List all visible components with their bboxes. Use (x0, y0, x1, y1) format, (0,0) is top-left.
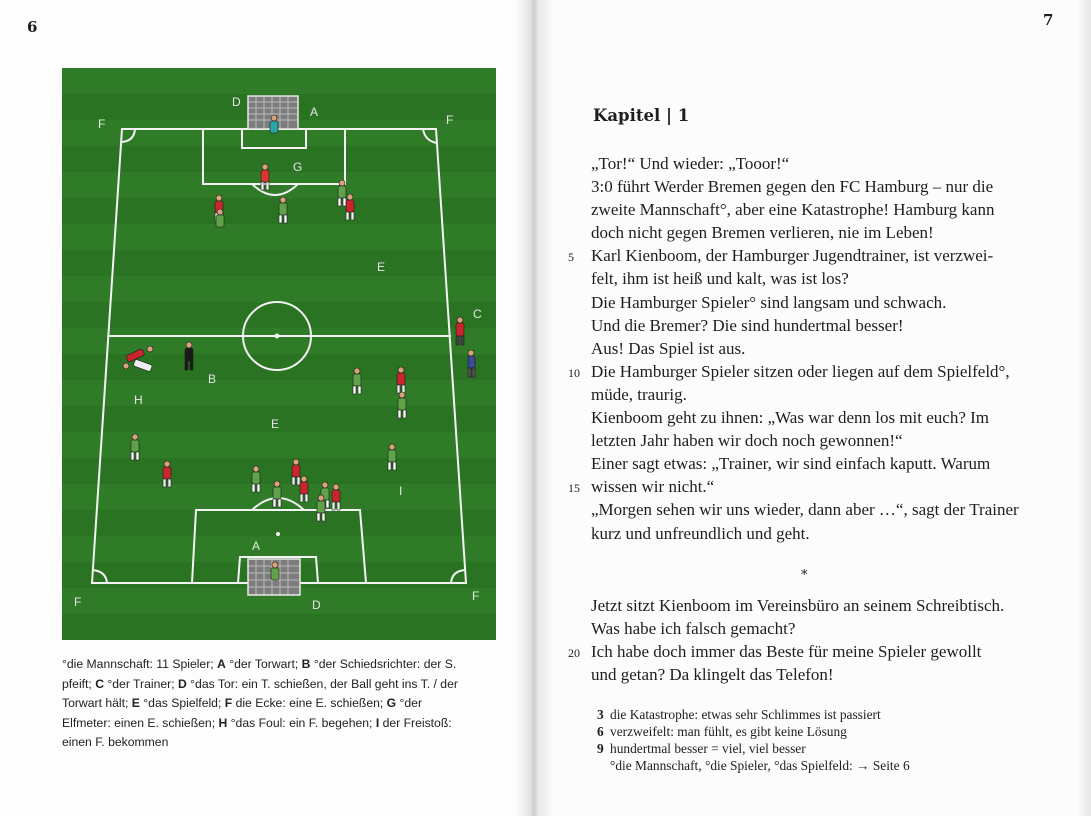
label-D-bottom: D (312, 598, 321, 612)
label-F-tl: F (98, 117, 106, 131)
label-G: G (293, 160, 303, 174)
line-text: doch nicht gegen Bremen verlieren, nie im Leben! (591, 223, 934, 243)
caption-text: der Freistoß: (379, 715, 452, 730)
label-D-top: D (232, 95, 241, 109)
page-number-right: 7 (1043, 11, 1054, 29)
caption-key: C (95, 676, 105, 691)
text-line (568, 244, 1041, 267)
text-line (591, 337, 1041, 360)
text-line (591, 594, 1041, 617)
text-line (591, 198, 1041, 221)
label-C: C (473, 307, 482, 321)
page-edge-shadow (1077, 0, 1091, 816)
line-number: 20 (568, 646, 580, 661)
caption-key: F (224, 696, 233, 711)
footnote-text: hundertmal besser = viel, viel besser (610, 741, 806, 756)
text-line (591, 429, 1041, 452)
label-B: B (208, 372, 217, 386)
chapter-title: Kapitel | 1 (593, 106, 690, 125)
caption-text: pfeift; (62, 676, 96, 691)
footnote-number: 9 (597, 741, 604, 756)
caption-key: D (177, 676, 187, 691)
caption-text: °das Foul: ein F. begehen; (227, 715, 376, 730)
label-A-bottom: A (252, 539, 261, 553)
footnotes (597, 706, 910, 774)
line-text: 3:0 führt Werder Bremen gegen den FC Hamburg – nur die (591, 177, 994, 197)
line-text: müde, traurig. (591, 384, 687, 404)
line-text: kurz und unfreundlich und geht. (591, 523, 810, 543)
caption-key: B (301, 657, 311, 671)
caption-key: I (375, 715, 380, 730)
text-line (591, 498, 1041, 521)
football-pitch-illustration (62, 68, 496, 640)
caption-text: Torwart hält; (62, 696, 132, 711)
line-text: felt, ihm ist heiß und kalt, was ist los? (591, 269, 849, 289)
footnote-text: verzweifelt: man fühlt, es gibt keine Lösung (610, 724, 847, 739)
caption-text: °der Schiedsrichter: der S. (310, 657, 457, 671)
caption-text: °der Torwart; (225, 657, 302, 671)
text-line (591, 617, 1041, 640)
footnote (597, 706, 910, 723)
label-I: I (399, 484, 403, 498)
line-text: und getan? Da klingelt das Telefon! (591, 665, 834, 685)
caption-text: °die Mannschaft: 11 Spieler; (62, 657, 218, 671)
caption-text: °der Trainer; (104, 676, 178, 691)
text-line (568, 475, 1041, 498)
text-line (568, 640, 1041, 663)
footnote-text: °die Mannschaft, °die Spieler, °das Spielfeld: → Seite 6 (610, 758, 910, 773)
text-line (591, 406, 1041, 429)
text-line (591, 291, 1041, 314)
footnote-number: 3 (597, 707, 604, 722)
line-text: Und die Bremer? Die sind hundertmal besser! (591, 315, 904, 335)
text-line (591, 663, 1041, 686)
line-text: Jetzt sitzt Kienboom im Vereinsbüro an seinem Schreibtisch. (591, 596, 1005, 615)
line-text: Kienboom geht zu ihnen: „Was war denn los mit euch? Im (591, 408, 990, 428)
line-text: Was habe ich falsch gemacht? (591, 619, 796, 639)
label-F-br: F (472, 589, 480, 603)
text-line (591, 314, 1041, 337)
text-line (591, 522, 1041, 545)
page-number-left: 6 (27, 18, 38, 36)
caption-key: E (131, 696, 140, 711)
goalkeeper-top (270, 121, 278, 133)
pitch-grass (62, 68, 496, 640)
story-text-continued (568, 594, 1041, 686)
caption-key: G (386, 696, 397, 711)
text-line (591, 267, 1041, 290)
line-text: „Morgen sehen wir uns wieder, dann aber …“, sagt der Trainer (591, 500, 1019, 520)
label-H: H (134, 393, 143, 407)
line-text: „Tor!“ Und wieder: „Tooor!“ (591, 154, 790, 173)
label-E-lower: E (271, 417, 280, 431)
label-E-upper: E (377, 260, 386, 274)
line-text: zweite Mannschaft°, aber eine Katastrophe! Hamburg kann (591, 200, 995, 220)
caption-text: einen F. bekommen (62, 735, 169, 750)
book-gutter-shadow (515, 0, 553, 816)
footnote (597, 723, 910, 740)
section-separator: * (801, 568, 808, 583)
caption-key: H (218, 715, 228, 730)
text-line (591, 175, 1041, 198)
line-number: 10 (568, 365, 580, 380)
line-number: 5 (568, 250, 574, 265)
line-text: Karl Kienboom, der Hamburger Jugendtrainer, ist verzwei- (591, 246, 994, 266)
caption-text: die Ecke: eine E. schießen; (232, 696, 387, 711)
line-text: wissen wir nicht.“ (591, 477, 715, 497)
footnote-text: die Katastrophe: etwas sehr Schlimmes ist passiert (610, 707, 881, 722)
line-text: Aus! Das Spiel ist aus. (591, 338, 746, 358)
caption-text: °das Spielfeld; (139, 696, 225, 711)
text-line (591, 221, 1041, 244)
footnote-number: 6 (597, 724, 604, 739)
line-text: Einer sagt etwas: „Trainer, wir sind einfach kaputt. Warum (591, 454, 991, 474)
label-F-tr: F (446, 113, 454, 127)
caption-text: Elfmeter: einen E. schießen; (62, 715, 219, 730)
line-number: 15 (568, 481, 580, 496)
line-text: letzten Jahr haben wir doch noch gewonnen!“ (591, 431, 903, 451)
text-line (591, 152, 1041, 175)
caption-text: °der (396, 696, 423, 711)
footnote (597, 740, 910, 757)
text-line (568, 360, 1041, 383)
line-text: Die Hamburger Spieler sitzen oder liegen auf dem Spielfeld°, (591, 361, 1010, 381)
text-line (591, 452, 1041, 475)
story-text (568, 152, 1041, 545)
figure-caption (62, 655, 490, 753)
text-line (591, 383, 1041, 406)
label-A-top: A (310, 105, 319, 119)
label-F-bl: F (74, 595, 82, 609)
line-text: Ich habe doch immer das Beste für meine Spieler gewollt (591, 642, 982, 662)
caption-key: A (217, 657, 226, 671)
footnote (597, 757, 910, 774)
line-text: Die Hamburger Spieler° sind langsam und schwach. (591, 292, 947, 312)
caption-text: °das Tor: ein T. schießen, der Ball geht ins T. / der (186, 676, 458, 691)
